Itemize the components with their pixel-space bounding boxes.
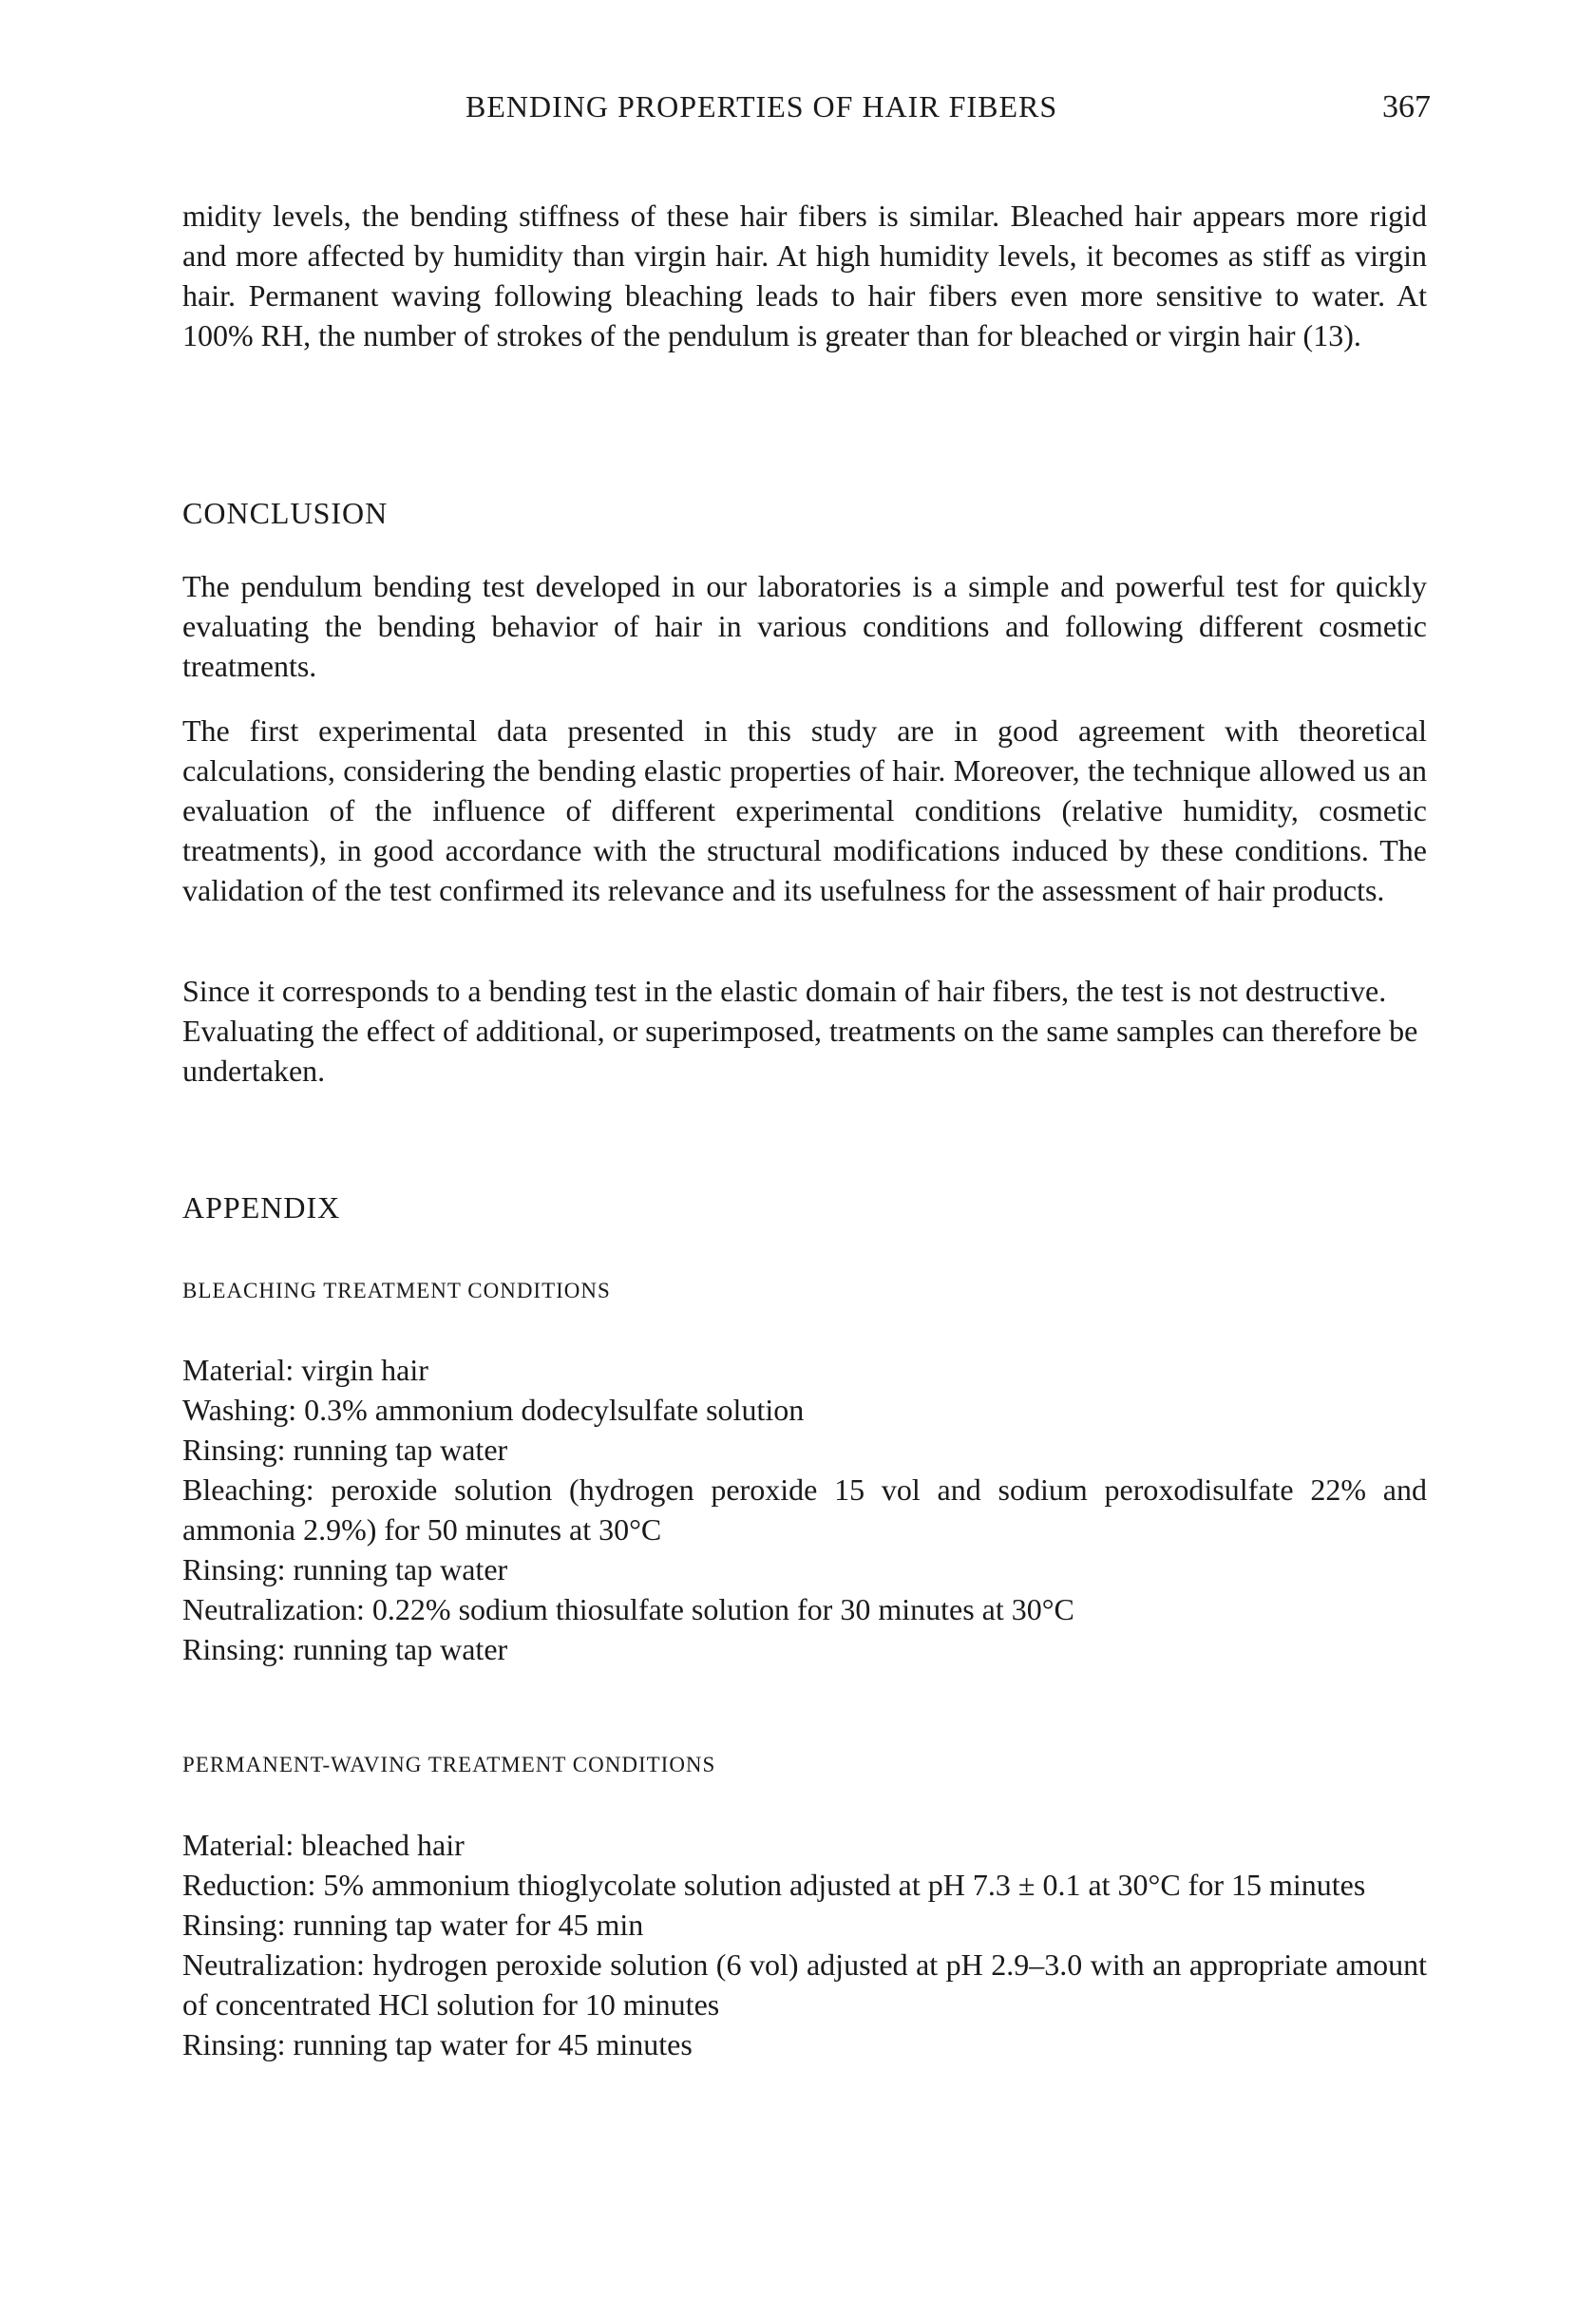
list-item: Reduction: 5% ammonium thioglycolate solution adjusted at pH 7.3 ± 0.1 at 30°C for 15 minutes (182, 1868, 1366, 1902)
list-item: Material: virgin hair (182, 1353, 428, 1387)
permanent-waving-conditions-list (182, 1825, 1427, 2064)
list-item: Material: bleached hair (182, 1828, 465, 1862)
page-number: 367 (1382, 89, 1431, 124)
list-item: Rinsing: running tap water for 45 min (182, 1908, 644, 1942)
conclusion-heading: CONCLUSION (182, 496, 389, 530)
permanent-waving-conditions-heading: PERMANENT-WAVING TREATMENT CONDITIONS (182, 1753, 716, 1776)
list-item: Washing: 0.3% ammonium dodecylsulfate solution (182, 1393, 805, 1427)
bleaching-conditions-heading: BLEACHING TREATMENT CONDITIONS (182, 1279, 611, 1302)
running-title: BENDING PROPERTIES OF HAIR FIBERS (466, 89, 1058, 123)
list-item: Bleaching: peroxide solution (hydrogen peroxide 15 vol and sodium peroxodisulfate 22% and ammonia 2.9%) for 50 minutes at 30°C (182, 1472, 1427, 1547)
appendix-heading: APPENDIX (182, 1190, 341, 1225)
conclusion-paragraph-3: Since it corresponds to a bending test in the elastic domain of hair fibers, the test is not destructive. Evaluating the effect of additional, or superimposed, treatments on the same samples can therefore be undertaken. (182, 974, 1418, 1088)
list-item: Rinsing: running tap water for 45 minutes (182, 2027, 693, 2061)
conclusion-paragraph-2: The first experimental data presented in this study are in good agreement with theoretical calculations, considering the bending elastic properties of hair. Moreover, the technique allowed us an evaluation of the influence of different experimental conditions (relative humidity, cosmetic treatments), in good accordance with the structural modifications induced by these conditions. The validation of the test confirmed its relevance and its usefulness for the assessment of hair products. (182, 713, 1427, 907)
list-item: Neutralization: hydrogen peroxide solution (6 vol) adjusted at pH 2.9–3.0 with an appropriate amount of concentrated HCl solution for 10 minutes (182, 1947, 1427, 2022)
bleaching-conditions-list (182, 1350, 1427, 1669)
list-item: Neutralization: 0.22% sodium thiosulfate solution for 30 minutes at 30°C (182, 1592, 1074, 1626)
list-item: Rinsing: running tap water (182, 1433, 508, 1467)
continuation-paragraph: midity levels, the bending stiffness of these hair fibers is similar. Bleached hair appears more rigid and more affected by humidity than virgin hair. At high humidity levels, it becomes as stiff as virgin hair. Permanent waving following bleaching leads to hair fibers even more sensitive to water. At 100% RH, the number of strokes of the pendulum is greater than for bleached or virgin hair (13). (182, 199, 1427, 352)
list-item: Rinsing: running tap water (182, 1632, 508, 1666)
conclusion-paragraph-1: The pendulum bending test developed in our laboratories is a simple and powerful test for quickly evaluating the bending behavior of hair in various conditions and following different cosmetic treatments. (182, 569, 1427, 683)
list-item: Rinsing: running tap water (182, 1552, 508, 1586)
